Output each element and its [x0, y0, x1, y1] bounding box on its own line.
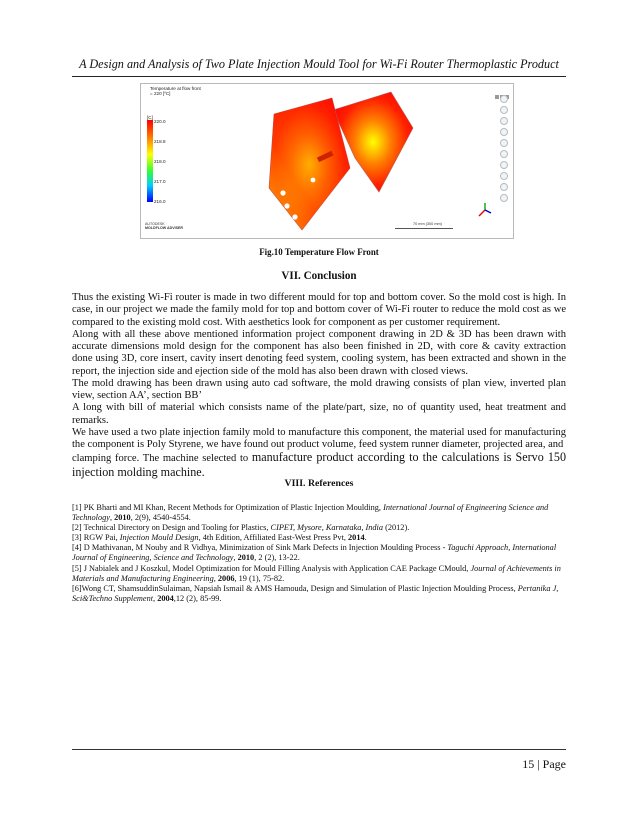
brand-line1: AUTODESK	[145, 222, 165, 226]
brand-line2: MOLDFLOW ADVISER	[145, 226, 183, 230]
scale-label: 70 mm (300 mm)	[413, 222, 442, 226]
scale-bar	[395, 228, 453, 233]
ejector-pin	[292, 214, 297, 219]
ejector-pin	[311, 178, 316, 183]
colorbar-unit: [C]	[147, 115, 153, 120]
paragraph: Along with all these above mentioned information project component drawing in 2D & 3D has been drawn with accurate dimensions mold design for the component has also been finished in 2D, with core & cavity extraction done using 3D, core insert, cavity insert denoting feed system, cooling system, has been extracted and shown in the report, the injection side and ejection side of the mold has also been drawn with closed views.	[72, 328, 566, 377]
references-heading: VIII. References	[284, 478, 354, 489]
plot-title-line1: Temperature at flow front	[150, 86, 201, 91]
ejector-pin	[280, 190, 285, 195]
conclusion-body	[72, 292, 566, 480]
viewer-toolbar[interactable]	[499, 92, 509, 232]
text-run: clamping force. The machine selected to	[72, 453, 252, 465]
paragraph: We have used a two plate injection family mold to manufacture this component, the material used for manufacturing the component is Poly Styrene, we have found out product volume, feed system runner diameter, projected area, and	[72, 426, 566, 450]
toolbar-icon[interactable]	[500, 139, 508, 147]
toolbar-icon[interactable]	[500, 95, 508, 103]
reference-item: [6]Wong CT, ShamsuddinSulaiman, Napsiah Ismail & AMS Hamouda, Design and Simulation of Plastic Injection Moulding Process, Pertanika J, Sci&Techno Supplement, 2004,12 (2), 85-99.	[72, 583, 559, 603]
software-brand	[145, 222, 183, 230]
colorbar-tick: 217.0	[154, 179, 166, 184]
toolbar-icon[interactable]	[500, 194, 508, 202]
top-cover-part	[333, 92, 413, 192]
colorbar-tick: 220.0	[154, 119, 166, 124]
paragraph-last	[72, 451, 566, 480]
figure-caption: Fig.10 Temperature Flow Front	[259, 247, 379, 257]
ejector-pin	[284, 203, 289, 208]
toolbar-icon[interactable]	[500, 183, 508, 191]
paragraph: The mold drawing has been drawn using auto cad software, the mold drawing consists of plan view, inverted plan view, section AA’, section BB’	[72, 377, 566, 401]
toolbar-icon[interactable]	[500, 150, 508, 158]
running-header: A Design and Analysis of Two Plate Injection Mould Tool for Wi-Fi Router Thermoplastic Product	[79, 57, 559, 71]
toolbar-icon[interactable]	[500, 172, 508, 180]
toolbar-icon[interactable]	[500, 161, 508, 169]
toolbar-icon[interactable]	[500, 106, 508, 114]
references-list	[72, 503, 566, 604]
reference-item: [4] D Mathivanan, M Nouby and R Vidhya, Minimization of Sink Mark Defects in Injection Moulding Process - Taguchi Approach, International Journal of Engineering, Science and Technology, 2010, 2 (2), 13-22.	[72, 543, 557, 563]
toolbar-icon[interactable]	[500, 117, 508, 125]
paragraph: Thus the existing Wi-Fi router is made in two different mould for top and bottom cover. So the mold cost is high. In case, in our project we made the family mold for top and bottom cover of Wi-Fi router to reduce the mold cost as we compared to the existing mold cost. With aesthetics look for component as per customer requirement.	[72, 292, 566, 328]
text-run-large: manufacture product according to the calculations is Servo 150 injection molding machine.	[72, 450, 566, 479]
header-rule	[72, 76, 566, 77]
colorbar-tick: 216.0	[154, 199, 166, 204]
plot-title-line2: = 220 [ºC]	[150, 91, 171, 96]
paragraph: A long with bill of material which consists name of the plate/part, size, no of quantity used, heat treatment and remarks.	[72, 402, 566, 426]
toolbar-icon[interactable]	[500, 128, 508, 136]
reference-item: [5] J Nabialek and J Koszkul, Model Optimization for Mould Filling Analysis with Application CAE Package CMould, Journal of Achievements in Materials and Manufacturing Engineering, 2006, 19 (1), 75-82.	[72, 563, 561, 583]
colorbar-tick: 218.0	[154, 159, 166, 164]
conclusion-heading: VII. Conclusion	[281, 270, 357, 282]
footer-rule	[72, 749, 566, 750]
reference-item: [2] Technical Directory on Design and Tooling for Plastics, CIPET, Mysore, Karnataka, India (2012).	[72, 523, 410, 533]
axis-triad	[479, 203, 491, 216]
reference-item: [3] RGW Pai, Injection Mould Design, 4th Edition, Affiliated East-West Press Pvt, 2014.	[72, 533, 367, 543]
part-render	[141, 84, 513, 238]
reference-item: [1] PK Bharti and MI Khan, Recent Methods for Optimization of Plastic Injection Moulding, International Journal of Engineering Science and Technology, 2010, 2(9), 4540-4554.	[72, 503, 549, 523]
page-number: 15 | Page	[522, 757, 566, 771]
colorbar-tick: 218.8	[154, 139, 166, 144]
moldflow-figure	[140, 83, 514, 239]
